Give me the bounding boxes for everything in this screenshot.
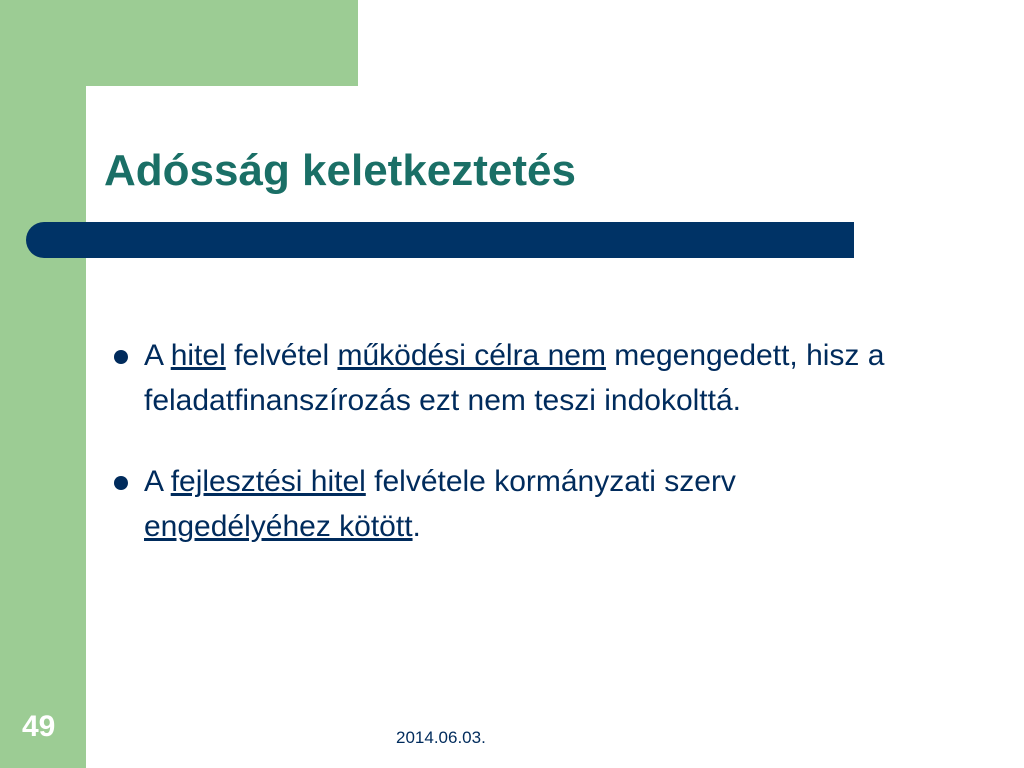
bullet-text: . [412,510,421,543]
bullet-text: felvétel [225,339,338,372]
bullet-dot-icon [114,476,128,490]
underlined-term: hitel [170,339,226,372]
bullet-list [110,333,930,549]
page-number: 49 [22,710,56,743]
bullet-text: felvétele kormányzati szerv [365,465,736,498]
bullet-dot-icon [114,350,128,364]
bullet-item [110,459,930,549]
title-underline-bar [26,222,854,258]
green-header-block [0,0,358,86]
footer-date: 2014.06.03. [396,728,486,747]
bullet-text: A [144,339,171,372]
bullet-text: A [144,465,171,498]
underlined-term: fejlesztési hitel [170,465,366,498]
bullet-text: megengedett, hisz a feladatfinanszírozás ezt nem teszi indokolttá. [144,339,885,417]
bullet-item [110,333,930,423]
slide-title: Adósság keletkeztetés [104,146,576,195]
underlined-term: engedélyéhez kötött [144,510,413,543]
underlined-term: működési célra nem [337,339,606,372]
green-sidebar [0,0,86,768]
